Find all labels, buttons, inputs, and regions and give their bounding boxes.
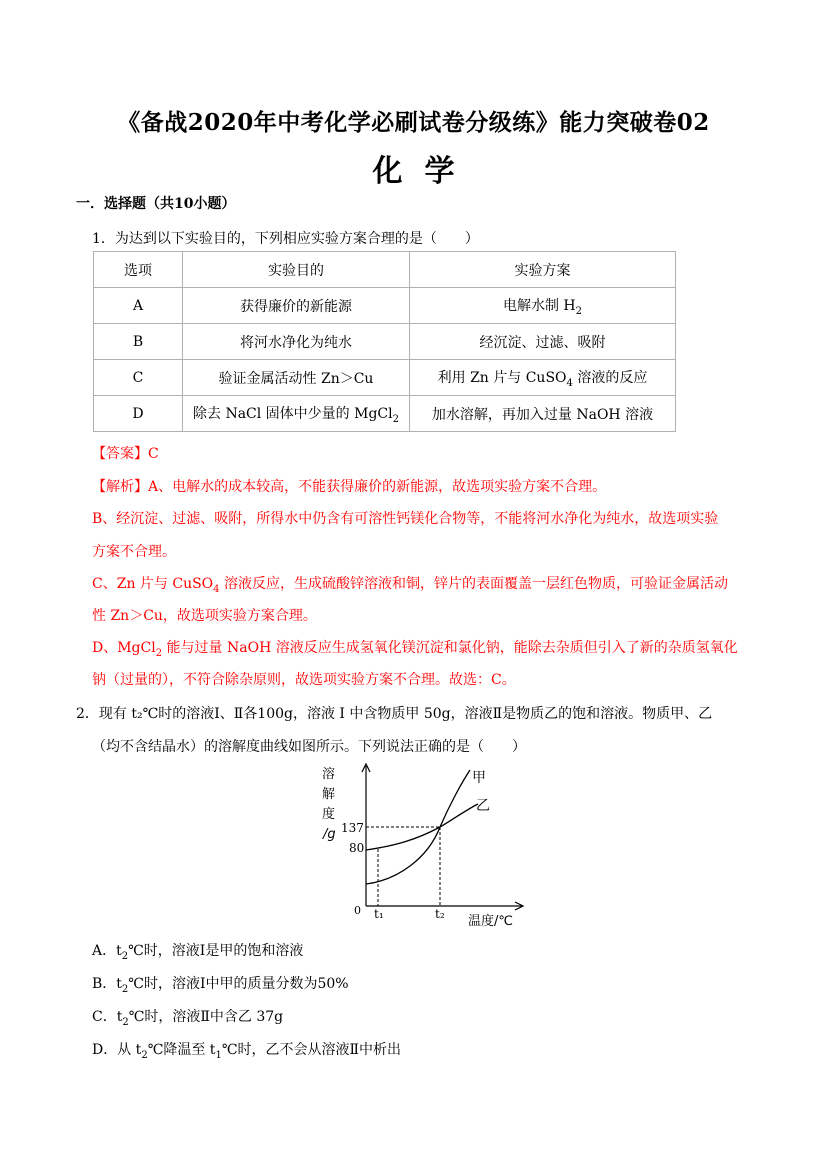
option-cell: D	[94, 396, 183, 432]
q1-analysis-b2: 方案不合理。	[92, 544, 176, 560]
origin-label: 0	[354, 904, 361, 917]
subject-title: 化学	[372, 154, 477, 189]
curve-label-jia: 甲	[472, 770, 486, 786]
tick-t2: t₂	[435, 907, 445, 921]
plan-cell: 利用 Zn 片与 CuSO$_4$ 溶液的反应	[410, 360, 676, 396]
q1-analysis-d1: D、MgCl$_2$ 能与过量 NaOH 溶液反应生成氢氧化镁沉淀和氯化钠，能除去杂质但引入了新的杂质氢氧化	[92, 640, 738, 659]
q2-option-a: A．$t_2℃$时，溶液Ⅰ是甲的饱和溶液	[92, 943, 304, 962]
goal-cell: 获得廉价的新能源	[183, 288, 410, 324]
y-label: 解	[322, 787, 336, 802]
option-cell: B	[94, 324, 183, 360]
plan-cell: 加水溶解，再加入过量 NaOH 溶液	[410, 396, 676, 432]
q2-option-c: C．$t_2℃$时，溶液Ⅱ中含乙 37g	[92, 1009, 284, 1028]
q1-analysis-d2: 钠（过量的），不符合除杂原则，故选项实验方案不合理。故选：C。	[92, 672, 516, 688]
table-header-cell: 实验方案	[410, 252, 676, 288]
table-header-cell: 选项	[94, 252, 183, 288]
table-row	[94, 288, 676, 324]
table-header-row	[94, 252, 676, 288]
q2-stem-line1: 2．现有 t₂℃时的溶液Ⅰ、Ⅱ各100g，溶液 Ⅰ 中含物质甲 50g，溶液Ⅱ是物质乙的饱和溶液。物质甲、乙	[76, 706, 713, 722]
y-label: 度	[322, 807, 336, 822]
q2-stem-line2: （均不含结晶水）的溶解度曲线如图所示。下列说法正确的是（ ）	[92, 739, 526, 755]
q1-analysis-c2: 性 Zn＞Cu，故选项实验方案合理。	[92, 608, 317, 624]
q1-answer: 【答案】C	[92, 446, 159, 462]
q1-analysis-b1: B、经沉淀、过滤、吸附，所得水中仍含有可溶性钙镁化合物等，不能将河水净化为纯水，故选项实验	[92, 511, 719, 527]
tick-137: 137	[341, 821, 364, 835]
tick-t1: t₁	[374, 907, 384, 921]
q1-analysis-c1: C、Zn 片与 CuSO$_4$ 溶液反应，生成硫酸锌溶液和铜，锌片的表面覆盖一层红色物质，可验证金属活动	[92, 576, 728, 595]
table-row	[94, 360, 676, 396]
option-cell: A	[94, 288, 183, 324]
paper-title: 《备战2020年中考化学必刷试卷分级练》能力突破卷02	[117, 109, 710, 136]
y-label: 溶	[322, 767, 336, 782]
q1-options-table	[93, 251, 676, 432]
tick-80: 80	[349, 841, 365, 855]
option-cell: C	[94, 360, 183, 396]
q2-option-d: D．从 $t_2℃$降温至 $t_1℃$时，乙不会从溶液Ⅱ中析出	[92, 1042, 401, 1061]
q2-option-b: B．$t_2℃$时，溶液Ⅰ中甲的质量分数为50%	[92, 976, 349, 995]
q1-analysis-a: 【解析】A、电解水的成本较高，不能获得廉价的新能源，故选项实验方案不合理。	[92, 479, 607, 495]
goal-cell: 验证金属活动性 Zn＞Cu	[183, 360, 410, 396]
solubility-graph	[310, 762, 530, 930]
curve-label-yi: 乙	[476, 798, 490, 814]
y-label-unit: /g	[323, 827, 336, 842]
q1-stem: 1．为达到以下实验目的，下列相应实验方案合理的是（ ）	[92, 231, 479, 247]
section-heading: 一．选择题（共10小题）	[76, 196, 236, 212]
plan-cell: 电解水制 $H_2$	[410, 288, 676, 324]
table-row	[94, 396, 676, 432]
goal-cell: 将河水净化为纯水	[183, 324, 410, 360]
x-label: 温度/℃	[468, 914, 513, 929]
table-header-cell: 实验目的	[183, 252, 410, 288]
table-row	[94, 324, 676, 360]
goal-cell: 除去 NaCl 固体中少量的 MgCl$_2$	[183, 396, 410, 432]
plan-cell: 经沉淀、过滤、吸附	[410, 324, 676, 360]
